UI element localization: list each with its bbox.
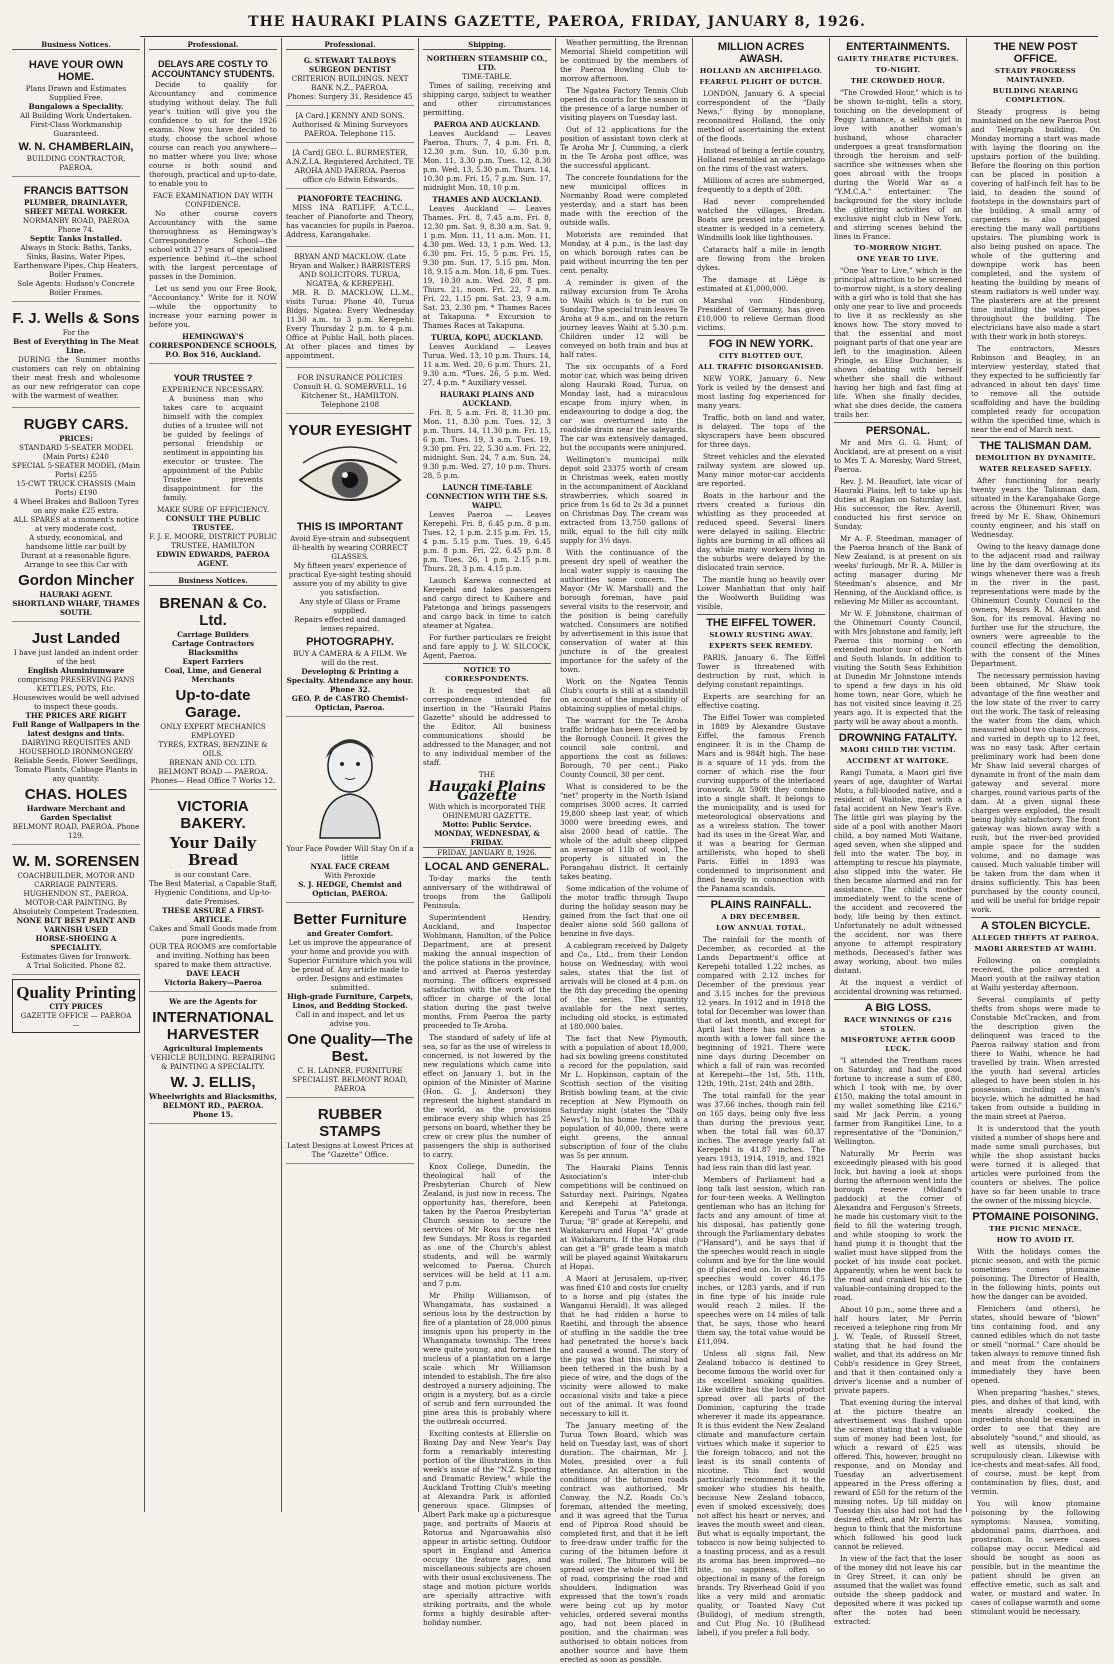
- article-paragraph: Had never comprehended watched the villages, Bredan. Boats are pressed into service. A steamer is wedged in a cemetery. Windmills look like lighthouses.: [697, 197, 825, 242]
- ad-text: A Trial Solicited. Phone 82.: [26, 961, 126, 970]
- column-7: [830, 38, 967, 1626]
- ad-text: CRITERION BUILDINGS. NEXT BANK N.Z., PAEROA.: [291, 74, 409, 92]
- article-paragraph: The Hauraki Plains Tennis Association's inter-club competitions will be continued on Saturday next. Pairings, Ngatea and Kerepehi at Patetonga, Kerepehi and Turua "A" grade at Turua; "B" grade at Kerepehi, and Waitakaruru and Hopai "A" grade at Waitakaruru. If the Hopai club can get a "B" grade team a match will be played against Waitakaruru at Hopai.: [560, 1163, 688, 1271]
- ad-heading: YOUR EYESIGHT: [288, 422, 412, 439]
- article-heading: PTOMAINE POISONING.: [971, 1208, 1100, 1223]
- article-subheading: SLOWLY RUSTING AWAY.: [709, 631, 813, 639]
- lady-portrait-icon: [300, 728, 400, 838]
- ad-text: No other course covers Accountancy with the same thoroughness as Hemingway's Correspondence School—the school with 27 years of specialised experience behind it—the school with the largest percentage of passes in the Dominion.: [149, 209, 277, 281]
- article-subheading: ALL TRAFFIC DISORGANISED.: [698, 363, 824, 371]
- route-heading: THAMES AND AUCKLAND.: [432, 195, 542, 204]
- ad-nyal-face-cream: [286, 720, 414, 903]
- article-subheading: RACE WINNINGS OF £216 STOLEN.: [844, 1016, 952, 1033]
- ad-text: MISS INA RATLIFF, A.T.C.L., teacher of Pianoforte and Theory, has vacancies for pupils in Paeroa. Address, Karangahake.: [286, 203, 414, 239]
- section-label: Professional.: [286, 40, 414, 50]
- ad-text: BUILDING CONTRACTOR, PAEROA.: [26, 154, 126, 172]
- ad-text: GAZETTE OFFICE — PAEROA —: [20, 1011, 132, 1029]
- ad-heading: THIS IS IMPORTANT: [296, 521, 404, 533]
- article-paragraph: When preparing "hashes," stews, pies, and dishes of that kind, with meats already cooked, the ingredients should be examined in order to see that they are absolutely "sound," and should, as well as utensils, should be scrupulously clean. Likewise with ice-chests and meat-safes. All food, of course, must be kept from contamination by flies, dust, and vermin.: [971, 1388, 1100, 1496]
- ad-text: C. H. LADNER, FURNITURE SPECIALIST. BELMONT ROAD, PAEROA: [292, 1066, 408, 1093]
- article-paragraph: You will know ptomaine poisoning by the following symptoms: Nausea, vomiting, abdominal pains, diarrhoea, and prostration. In severe cases collapse may occur. Medical aid should be sought as soon as possible, but in the meantime the patient should be given an effective emetic, such as salt and water, or mustard and water. In cases of collapse warmth and some stimulant would be necessary.: [971, 1499, 1100, 1616]
- article-subheading: MAORI ARRESTED AT WAIHI.: [974, 945, 1097, 953]
- ad-heading: RUGBY CARS.: [23, 416, 129, 433]
- ad-text: Always in Stock: Baths, Tanks, Sinks, Basins, Water Pipes, Earthenware Pipes, Chip Heaters, Boiler Frames.: [13, 243, 139, 279]
- ad-text: Blacksmiths: [188, 648, 238, 657]
- article-paragraph: Members of Parliament had a long talk last session, which ran for four-teen weeks. A Wellington gentleman who has an itching for facts and any amount of time at his disposal, has patiently gone through the Parliamentary debates ("Hansard"), and he says that if the speeches would reach in single column and bye for the line would go if placed end on. In column the speeches would cover 46,175 inches, or 1283 yards, and if run in fine type of his inside rule would reach 2 miles. If the speeches were on 14 miles of talk that, he says, those who heard them say, the total value would be £11,094.: [697, 1175, 825, 1346]
- route-heading: HAURAKI PLAINS AND AUCKLAND.: [439, 390, 535, 408]
- ad-text: Coal, Lime, and General Merchants: [164, 666, 262, 684]
- article-heading: NOTICE TO CORRESPONDENTS.: [423, 663, 551, 684]
- ad-text: CONSULT THE PUBLIC TRUSTEE.: [165, 514, 261, 532]
- ad-heading: W. M. SORENSEN: [12, 853, 140, 870]
- ad-text: S. J. HEDGE, Chemist and Optician, PAEROA.: [298, 880, 402, 898]
- article-paragraph: The warrant for the Te Aroha traffic bridge has been received by the Borough Council. It gives the council sole control, and apportions the cost as follows: Borough, 70 per cent.; Piako County Council, 30 per cent.: [560, 716, 688, 779]
- article-paragraph: Steady progress is being maintained on the new Paeroa Post and Telegraph building. On Monday morning a start was made with laying the flooring on the upstairs portion of the building. Before the flooring on this portion can be placed in position a covering of half-inch felt has to be laid, to deaden the sound of footsteps in the downstairs part of the building. A small army of carpenters is also engaged erecting the many wall partitions upstairs. The plumbing work is also being pushed on apace. The whole of the guttering and downpipe work has been completed, and the system of heating the building by means of steam radiators is well under way. The plasterers are at the present time installing the water pipes throughout the building. The electricians have also made a start with their work in both storeys.: [971, 107, 1100, 341]
- ad-heading: FRANCIS BATTSON: [23, 185, 129, 197]
- article-paragraph: Weather permitting, the Brennan Memorial Shield competition will be continued by the members of the Paeroa Bowling Club to-morrow afternoon.: [560, 38, 688, 83]
- ad-text: DAIRYING REQUISITES AND HOUSEHOLD IRONMONGERY: [18, 738, 134, 756]
- ad-text: NYAL FACE CREAM: [310, 862, 390, 871]
- route-heading: TURUA, KOPU, AUCKLAND.: [430, 333, 544, 342]
- article-paragraph: It is understood that the youth visited a number of shops here and made some small purchases, but while the shop assistant backs were turned it is alleged that articles were purloined from the counters or shelves. The police have so far been unable to trace the owner of the missing bicycle.: [971, 1124, 1100, 1205]
- ad-text: Call in and inspect, and let us advise you.: [295, 1010, 405, 1028]
- article-paragraph: The fact that New Plymouth, with a population of about 18,000, had six bowling greens constituted a record for the population, said Mr L. Hopkinson, captain of the Scottish section of the visiting British bowling team, at the civic reception at New Plymouth on Saturday night (states the "Daily News"). In his home town, with a population of 40,000, there were eight greens, the annual subscription of four of the clubs was 5s per annum.: [560, 1034, 688, 1160]
- ad-text: GEO. P. de CASTRO Chemist-Optician, Paeroa.: [291, 694, 409, 712]
- ad-victoria-bakery: [149, 793, 277, 992]
- article-heading: THE EIFFEL TOWER.: [697, 614, 825, 629]
- article-paragraph: What is considered to be the "net" property in the North Island comprises 3000 acres. It carried 19,800 sheep last year, of which 3000 were breeding ewes, and also 2000 head of cattle. The whole of the adult sheep clipped an average of 11lb of wool. The property is situated in the Porangahau district. It certainly takes beating.: [560, 782, 688, 881]
- article-paragraph: Superintendent Hendry, Auckland, and Inspector Wohlmann, Hamilton, of the Police Department, are at present making the annual inspection of the police stations in the province, and arrived at Paeroa yesterday morning. The officers expressed satisfaction with the work of the officer in charge of the local station during the past twelve months. From Paeroa the party proceeded to Te Aroha.: [423, 913, 551, 1030]
- masthead: THE HAURAKI PLAINS GAZETTE, PAEROA, FRIDAY, JANUARY 8, 1926.: [248, 14, 866, 30]
- article-paragraph: The concrete foundations for the new municipal offices in Normanby Road were completed yesterday, and a start has been made with the erection of the outside walls.: [560, 173, 688, 227]
- ad-heading: Better Furniture: [293, 911, 407, 928]
- article-paragraph: Knox College, Dunedin, the theological hall of the Presbyterian Church of New Zealand, is just now in recess. The opportunity has, therefore, been taken by the Paeroa Presbyterian Church session to secure the services of Mr Ross for the next few Sundays. Mr Ross is regarded as one of the Church's ablest students, and will be warmly welcomed to Paeroa. Church services will be held at 11 a.m. and 7 p.m.: [423, 1162, 551, 1288]
- ad-text: Arrange to see this Car with: [24, 560, 128, 569]
- ad-text: FOR INSURANCE POLICIES Consult H. G. SOMERVELL. 16 Kitchener St., HAMILTON. Telephone 2108: [293, 373, 407, 409]
- article-subheading: MISFORTUNE AFTER GOOD LUCK.: [840, 1036, 956, 1053]
- ad-text: BELMONT ROAD, PAEROA. Phone 129.: [12, 822, 140, 840]
- column-8: [967, 38, 1104, 1616]
- paper-days: MONDAY, WEDNESDAY, & FRIDAY.: [434, 829, 540, 847]
- article-paragraph: Millions of acres are submerged, frequently to a depth of 20ft.: [697, 176, 825, 194]
- article-paragraph: Rangi Tumata, a Maori girl five years of age, daughter of Wartai Motu, a full-blooded native, and a resident of Waitoke, met with a fatal accident on New Year's Eve. The little girl was playing by the side of a pool with another Maori child, a boy named Moti Waitane, aged seven, when she slipped and fell into the water. The boy, in attempting to rescue his playmate, also slipped into the water. He then became alarmed and ran for assistance. The child's mother immediately went to the scene of the accident and recovered the body, life being by then extinct. Unfortunately no adult witnessed the accident, nor was there anyone to attempt respiratory methods. Deceased's father was away working, about two miles distant.: [834, 768, 962, 975]
- article-paragraph: To-day marks the tenth anniversary of the withdrawal of troops from the Gallipoli Peninsula.: [423, 874, 551, 910]
- article-heading: A STOLEN BICYCLE.: [971, 917, 1100, 932]
- column-2: [145, 38, 282, 1512]
- timetable-block: Fri. 8, 5 a.m. Fri. 8, 11.30 pm. Mon. 11, 8.30 p.m. Tues. 12, 3 p.m. Thurs. 14, 11.30 p.m. Fri. 15, 6 p.m. Tues. 19, 3 a.m. Tues. 19, 9.30 pm. Fri. 22, 5.30 a.m. Fri. 22, midnight. Sun. 24, 7 a.m. Sun. 24, 9.30 p.m. Wed. 27, 10 p.m. Thurs. 28, 5 p.m.: [423, 408, 551, 480]
- ad-brenan: [149, 590, 277, 790]
- ad-text: Septic Tanks Installed.: [30, 234, 122, 243]
- ad-heading: Up-to-date Garage.: [175, 687, 251, 721]
- ad-heading: Just Landed: [31, 630, 121, 647]
- column-4: [419, 38, 556, 1627]
- ad-eyesight: [286, 417, 414, 717]
- ad-text: Developing & Printing a Specialty. Attendance any hour. Phone 32.: [286, 667, 414, 694]
- article-subheading: ACCIDENT AT WAITOKE.: [846, 757, 950, 765]
- ad-text: Full Range of Wallpapers in the latest designs and tints.: [12, 720, 140, 738]
- ad-heading: W. N. CHAMBERLAIN,: [18, 141, 134, 153]
- ad-battson: [12, 180, 140, 302]
- article-paragraph: Out of 12 applications for the position of assistant town clerk at Te Aroha Mr J. Cumming, a clerk in the Te Aroha post office, was the successful applicant.: [560, 125, 688, 170]
- ad-text: CITY PRICES: [49, 1002, 103, 1011]
- article-heading: THE NEW POST OFFICE.: [993, 41, 1078, 65]
- ad-sorensen: [12, 848, 140, 975]
- ad-rugby-cars: [12, 411, 140, 622]
- article-paragraph: Several complaints of petty thefts from shops were made to Constable McCracken, and from the description given the delinquent was traced to the Paeroa railway station and from there to Waihi, whence he had travelled by train. When arrested the youth had several articles alleged to have been stolen in his possession, including a man's bicycle, which he admitted he had taken from outside a building in the main street at Paeroa.: [971, 995, 1100, 1121]
- article-subheading: THE PICNIC MENACE.: [989, 1225, 1082, 1233]
- article-paragraph: Following on complaints received, the police arrested a Maori youth at the railway station at Waihi yesterday afternoon.: [971, 956, 1100, 992]
- ad-pianoforte: [286, 192, 414, 247]
- ad-text: TYRES, EXTRAS, BENZINE & OILS.: [158, 740, 268, 758]
- article-subheading: DEMOLITION BY DYNAMITE.: [975, 454, 1096, 462]
- ad-text: All Building Work Undertaken.: [20, 111, 132, 120]
- ad-text: MR. R. D. MACKLOW, LL.M., visits Turua: Phone 40, Turua Bldgs. Ngatea: Every Wednesday 11.30 a.m. to 3 p.m. Kerepehi: Every Thursday 2 p.m. to 4 p.m. Office at Public Hall, both places. At other places and times by appointment.: [286, 288, 414, 360]
- article-paragraph: A cablegram received by Dalgety and Co., Ltd., from their London house on Wednesday, with wool sales, states that the list of arrivals will be closed at 4 p.m. on the 8th day preceding the opening of the series. The quantity available for the next series, including old stocks, is estimated at 180,000 bales.: [560, 941, 688, 1031]
- ad-ladner: [286, 906, 414, 1098]
- article-paragraph: That evening during the interval at the picture theatre an advertisement was flashed upon the screen stating that a valuable sum of money had been lost, for which a reward of £25 was offered. This, however, brought no response, and on Monday and Tuesday an advertisement appeared in the Press offering a reward of £50 for the return of the missing notes. Up till midday on Tuesday this also had not had the desired effect, and Mr Perrin has begun to think that the misfortune which followed his good luck cannot be relieved.: [834, 1398, 962, 1551]
- article-subheading: EXPERTS SEEK REMEDY.: [709, 642, 813, 650]
- article-subheading: LOW ANNUAL TOTAL.: [716, 924, 806, 932]
- ad-text: [A Card] GEO. L. BURMESTER, A.N.Z.I.A. Registered Architect. TE AROHA AND PAEROA. Paeroa office c/o Edwin Edwards.: [286, 148, 414, 184]
- column-3: [282, 38, 419, 1512]
- ad-rubber-stamps: [286, 1101, 414, 1164]
- article-paragraph: Marshal von Hindenburg, President of Germany, has given £10,000 to relieve German flood victims.: [697, 296, 825, 332]
- article-paragraph: Street vehicles and the elevated railway system are slowed up. Many minor motor-car accidents are reported.: [697, 452, 825, 488]
- article-paragraph: The contractors, Messrs Robinson and Beagley, in an interview yesterday, stated that they expected to be sufficiently far advanced in about ten days' time to remove all the outside scaffolding and have the building completed ready for occupation within the specified time, which is near the end of March next.: [971, 344, 1100, 434]
- ad-heading: DELAYS ARE COSTLY TO ACCOUNTANCY STUDENTS.: [151, 59, 275, 79]
- article-subheading: WATER RELEASED SAFELY.: [979, 465, 1092, 473]
- ad-text: Hardware Merchant and Garden Specialist: [26, 804, 126, 822]
- article-paragraph: In view of the fact that the loser of the money did not leave his car in Grey Street, it can only be assumed that the wallet was found outside the sheep paddock and deposited where it was picked up after the notes had been extracted.: [834, 1554, 962, 1626]
- ad-text: MOTOR-CAR PAINTING. By Absolutely Competent Tradesmen.: [12, 898, 139, 916]
- article-subheading: THE CROWDED HOUR.: [850, 77, 946, 85]
- article-paragraph: The Ngatea Factory Tennis Club opened its courts for the season in the presence of a large number of visiting players on Tuesday last.: [560, 86, 688, 122]
- article-paragraph: Launch Karewa connected at Kerepehi and takes passengers and cargo direct to Kaihere and Patetonga and brings passengers and cargo back in time to catch steamer at Ngatea.: [423, 576, 551, 630]
- article-paragraph: NEW YORK, January 6. New York is veiled by the densest and most lasting fog experienced for many years.: [697, 374, 825, 410]
- ad-text: BRENAN AND CO. LTD. BELMONT ROAD — PAEROA.: [158, 758, 268, 776]
- ad-kenny: [286, 109, 414, 143]
- ad-text: BELMONT RD., PAEROA. Phone 15.: [162, 1101, 264, 1119]
- article-paragraph: Cataracts half a mile in length are flowing from the broken dykes.: [697, 245, 825, 272]
- article-paragraph: LONDON, January 6. A special correspondent of the "Daily News," flying by monoplane, reconnoitred Holland, the only method of ascertaining the extent of the floods.: [697, 89, 825, 143]
- ad-text: SPECIAL 5-SEATER MODEL (Main Ports) £255: [12, 461, 140, 479]
- article-subheading: ALLEGED THEFTS AT PAEROA.: [971, 934, 1100, 942]
- ad-text: PLUMBER, DRAINLAYER, SHEET METAL WORKER.: [24, 198, 128, 216]
- article-paragraph: For further particulars re freight and fare apply to J. W. SILCOCK, Agent, Paeroa.: [423, 633, 551, 660]
- article-paragraph: Flenichers (and others), he states, should beware of "blown" tins containing food, and any canned edibles which do not taste or smell "normal." Care should be taken always to remove tinned fish and meat from the containers immediately they have been opened.: [971, 1304, 1100, 1385]
- section-label: Professional.: [149, 40, 277, 50]
- article-paragraph: Exciting contests at Ellerslie on Boxing Day and New Year's Day form a remarkably interesting portion of the illustrations in this week's issue of the "N.Z. Sporting and Dramatic Review," while the Auckland Trotting Club's meeting at Alexandra Park is afforded generous space. Glimpses of Albert Park make up a picturesque page, and portraits of Maoris at Rotorua and Ngaruawahia also appear in artistic setting. Outdoor sport in England and America occupy the feature pages, and miscellaneous subjects are chosen with their usual exclusiveness. The stage and motion picture worlds are specially attractive with striking portraits, and the whole forms a highly desirable after-holiday number.: [423, 1429, 551, 1627]
- ad-holes: [12, 625, 140, 845]
- article-paragraph: After functioning for nearly twenty years the Talisman dam, situated in the Karangahake Gorge across the Ohinemuri River, was freed by Mr E. Shaw, Ohinemuri county engineer, and his staff on Wednesday.: [971, 476, 1100, 539]
- ad-text: Estimates Given for Ironwork.: [20, 952, 132, 961]
- ad-text: I have just landed an indent order of the best: [13, 648, 139, 666]
- ad-text: EDWIN EDWARDS, PAEROA AGENT.: [156, 550, 270, 568]
- article-subheading: ONE YEAR TO LIVE.: [856, 255, 940, 263]
- ad-text: HORSE-SHOEING A SPECIALITY.: [35, 934, 117, 952]
- ad-text: Bungalows a Speciality.: [28, 102, 124, 111]
- ad-text: For the: [62, 328, 90, 337]
- article-paragraph: Times of sailing, receiving and shipping cargo, subject to weather and other circumstances permitting.: [423, 81, 551, 117]
- article-paragraph: Rev. J. M. Beaufort, late vicar of Hauraki Plains, left to take up his duties at Raglan on Saturday last. His successor, the Rev. Averill, conducted his first service on Sunday.: [834, 477, 962, 531]
- ad-text: With Peroxide: [324, 871, 376, 880]
- ad-public-trustee: [149, 367, 277, 573]
- ad-text: Plans Drawn and Estimates Supplied Free.: [25, 84, 127, 102]
- timetable-block: Leaves Auckland — Leaves Paeroa. Thurs. 7, 4 p.m. Fri. 8, 12.30 p.m. Sun. 10, 6.30 p.m. Mon. 11, 3.30 p.m. Tues. 12, 8.30 p.m. Wed. 13, 5.30 p.m. Thurs. 14, 10.30 p.m. Fri. 15, 7 p.m. Sun. 17, midnight Mon. 18, 10 p.m.: [423, 129, 551, 192]
- ad-heading: INTERNATIONAL HARVESTER: [152, 1009, 274, 1043]
- article-paragraph: Mr W. F. Johnstone, chairman of the Ohinemuri County Council, with Mrs Johnstone and family, left Paeroa this morning on an extended motor tour of the North and South Islands. In addition to visiting the South Seas Exhibition at Dunedin Mr Johnstone intends to spend a few days in his old home town, near Gore, which he has not visited since leaving it 25 years ago. It is expected that the party will be away about a month.: [834, 609, 962, 726]
- route-heading: PAEROA AND AUCKLAND.: [433, 120, 541, 129]
- ad-text: Your Face Powder Will Stay On if a little: [286, 844, 414, 862]
- ad-heading: YOUR TRUSTEE ?: [173, 373, 253, 383]
- article-paragraph: PARIS, January 6. The Eiffel Tower is threatened with destruction by rust, which is defying constant repaintings.: [697, 653, 825, 689]
- ad-text: comprising PRESERVING PANS KETTLES, POTS, Etc.: [17, 675, 135, 693]
- ad-text: Cakes and Small Goods made from pure ingredients.: [149, 924, 277, 942]
- article-paragraph: Naturally Mr Perrin was exceedingly pleased with his good luck, but having a look at shops during the afternoon went into the borough reserve (Midland's paddock) at the corner of Alexandra and Ferguson's Streets, he made his customary visit to the field to fill the watering trough, and while stooping to work the hand pump it is thought that the wallet must have slipped from the pocket of his inside coat pocket. Apparently, when he went back to the road and cranked his car, the valuable-containing dropped to the road.: [834, 1149, 963, 1302]
- ad-text: HEMINGWAY'S CORRESPONDENCE SCHOOLS, P.O. Box 516, Auckland.: [149, 332, 277, 359]
- article-paragraph: Experts are searching for an effective coating.: [697, 692, 825, 710]
- section-label: Shipping.: [423, 40, 551, 50]
- timetable-block: Leaves Auckland — Leaves Turua. Wed. 13, 10 p.m. Thurs. 14, 11 a.m. Wed. 20, 6 p.m. Thurs. 21, 9.30 a.m. *Tues. 26, 5 p.m. Wed. 27, 4 p.m. * Auxiliary vessel.: [423, 342, 551, 387]
- timetable-block: Leaves Paeroa — Leaves Kerepehi. Fri. 8, 6.45 p.m. 8 p.m. Tues. 12, 1 p.m. 2.15 p.m. Fri. 15, 4 p.m. 5.15 p.m. Tues. 19, 6.45 p.m. 8 p.m. Fri. 22, 6.45 p.m. 8 p.m. Tues. 26, 1 p.m. 2.15 p.m. Thurs. 28, 3 p.m. 4.15 p.m.: [423, 510, 551, 573]
- ad-text: HAURAKI AGENT. SHORTLAND WHARF, THAMES SOUTH.: [12, 590, 140, 617]
- article-paragraph: It is requested that all correspondence intended for insertion in the "Hauraki Plains Gazette" should be addressed to the Editor. All business communications should be addressed to the Manager, and not to any individual member of the staff.: [423, 686, 551, 767]
- article-subheading: A DRY DECEMBER.: [721, 913, 801, 921]
- ad-text: NORMANBY ROAD, PAEROA Phone 74.: [22, 216, 130, 234]
- masthead-rule: [140, 36, 1098, 37]
- article-paragraph: The damage at Liège is estimated at £1,000,000.: [697, 275, 825, 293]
- article-paragraph: Traffic, both on land and water, is delayed. The tops of the skyscrapers have been obscured for three days.: [697, 413, 825, 449]
- ad-heading: F. J. Wells & Sons: [12, 310, 140, 327]
- article-paragraph: With the holidays comes the picnic season, and with the picnic sometimes comes ptomaine poisoning. The Director of Health, in the following hints, points out how the danger can be avoided.: [971, 1247, 1100, 1301]
- ad-text: A business man who takes care to acquaint himself with the complex duties of a trustee will not be guided by feelings of personal friendship or sentiment in appointing his executor or trustee. The appointment of the Public Trustee prevents disappointment for the family.: [163, 394, 263, 502]
- article-paragraph: The January meeting of the Turua Town Board, which was held on Tuesday last, was of short duration. The chairman, Mr J. Moles, presided over a full attendance. An alteration in the conditions of the bitumen roads contract was authorised. Mr Conway, the N.Z. Roads Co.'s foreman, attended the meeting, and it was agreed that the Turua end of Pipiroa Road should be completed first, and that it be left to free-draw under traffic for the curing of the bitumen before it was rolled. The bitumen will be spread over the whole of the 18ft of road, comprising the road and shoulders. Indignation was expressed that the town's roads were being cut up by motor vehicles, ordered several months ago, had not been placed in position, and the chairman was authorised to obtain notices from another source and have them erected as soon as possible.: [560, 1421, 688, 1664]
- article-paragraph: A reminder is given of the railway excursion from Te Aroha to Waihi which is to be run on Sunday. The special train leaves Te Aroha at 9 a.m., and on the return journey leaves Waihi at 5.30 p.m. Children under 12 will be conveyed on both train and bus at half rates.: [560, 278, 688, 359]
- ad-text: Expert Farriers: [182, 657, 244, 666]
- ad-text: Let us improve the appearance of your home and provide you with Superior Furniture which you will be proud of. Any article made to order. Designs and estimates submitted.: [287, 938, 413, 992]
- ad-text: Phones— Head Office 7 Works 12.: [150, 776, 276, 785]
- ad-text: Latest Designs at Lowest Prices at The "Gazette" Office.: [286, 1141, 414, 1159]
- ad-heading: One Quality—The Best.: [287, 1031, 413, 1065]
- column-6: [693, 38, 830, 1637]
- article-heading: FOG IN NEW YORK.: [697, 335, 825, 350]
- ad-quality-printing: [12, 979, 140, 1033]
- ad-heading: W. J. ELLIS,: [170, 1074, 256, 1091]
- ad-text: Any style of Glass or Frame supplied.: [299, 597, 401, 615]
- section-label: Business Notices.: [149, 576, 277, 586]
- ad-text: Sole Agents: Hudson's Concrete Boiler Frames.: [17, 279, 135, 297]
- ad-text: FACE EXAMINATION DAY WITH CONFIDENCE.: [152, 191, 274, 209]
- ad-heading: CHAS. HOLES: [24, 786, 128, 803]
- ad-text: A sturdy, economical, and handsome little car built by Durant at a reasonable figure.: [20, 533, 132, 560]
- article-subheading: HOLLAND AN ARCHIPELAGO.: [699, 67, 823, 75]
- article-paragraph: About 10 p.m., some three and a half hours later, Mr Perrin received a telephone ring from Mr J. W. Teale, of Russell Street, stating that he had found the wallet, and that its address on Mr Cobb's residence in Grey Street, and that it then contained only a driver's license and a number of private papers.: [834, 1305, 962, 1395]
- article-paragraph: The standard of safety of life at sea, so far as the use of wireless is concerned, is not lowered by the new regulations which came into effect on January 1, but in the opinion of the Minister of Marine (Hon. G. J. Anderson) they represent the highest standard in the world, as the provisions embrace every ship which has 25 persons on board, whether they be crew or crew plus the number of passengers the ship is authorised to carry.: [423, 1033, 551, 1159]
- article-paragraph: At the inquest a verdict of accidental drowning was returned.: [834, 978, 962, 996]
- ad-text: First-Class Workmanship Guaranteed.: [30, 120, 122, 138]
- ad-text: BRYAN AND MACKLOW. (Late Bryan and Walker.) BARRISTERS AND SOLICITORS. TURUA, NGATEA, & KEREPEHI.: [289, 252, 411, 288]
- article-paragraph: A Maori at Jerusalem, up-river, was fined £10 and costs for cruelty to a horse and pig (states the Wanganui Herald). It was alleged that he had ridden a horse to Raetihi, and through the absence of stuffing in the saddle the tree had penetrated the horse's back and caused a wound. The story of the pig was that this animal had been tethered in the bush by a piece of wire, and the dogs of the vicinity were allowed to make occasional visits and take a piece out of the animal. It was found necessary to kill it.: [560, 1274, 688, 1418]
- ad-text: DURING the Summer months customers can rely on obtaining their meat fresh and wholesome as our new refrigerator can cope with the warmest of weather.: [12, 355, 140, 400]
- ad-hemingway: [149, 54, 277, 364]
- ad-text: F. J. E. MOORE, DISTRICT PUBLIC TRUSTEE, HAMILTON: [149, 532, 277, 550]
- article-paragraph: Owing to the heavy damage done to the adjacent road and railway line by the dam overflowing at its wings whenever there was a fresh in the river in the past, representations were made by the Ohinemuri County Council to the owners, Messrs R. M. Aitken and Son, for its removal. Having no further use for the structure, the owners were agreeable to the council effecting the demolition, with the consent of the Mines Department.: [971, 542, 1100, 668]
- ad-heading: RUBBER STAMPS: [317, 1106, 383, 1140]
- article-heading: ENTERTAINMENTS.: [846, 41, 950, 53]
- article-paragraph: Instead of being a fertile country, Holland resembled an archipelago on the rims of the vast waters.: [697, 146, 825, 173]
- ad-heading: Gordon Mincher: [18, 572, 134, 589]
- ad-text: Repairs effected and damaged lenses repaired.: [294, 615, 406, 633]
- article-paragraph: "One Year to Live," which is the principal attraction to be screened to-morrow night, is a story dealing with a girl who is told that she has only one year to live and proceeds to live it as recklessly as she knows how. The story moved to that the essential and most poignant parts of that one year are left to the imagination. Aileen Pringle, as Elise Duchanier, is shown debating with herself whether she shall die without having her high and fast fling at life. When she finally decides, what she does decide, the camera trails her.: [834, 266, 962, 419]
- article-paragraph: The mantle hung so heavily over Lower Manhattan that only half the Woolworth Building was visible.: [697, 575, 825, 611]
- ad-text: ONLY EXPERT MECHANICS EMPLOYED: [160, 722, 266, 740]
- ad-text: DAVE LEACH: [186, 969, 240, 978]
- ad-heading: PHOTOGRAPHY.: [306, 636, 394, 648]
- ad-talboys: [286, 54, 414, 106]
- article-heading: PLAINS RAINFALL.: [697, 896, 825, 911]
- ad-text: COACHBUILDER, MOTOR AND CARRIAGE PAINTERS. HUGHENDON ST., PAEROA.: [17, 871, 135, 898]
- ad-text: STANDARD 5-SEATER MODEL (Main Ports) £240: [19, 443, 133, 461]
- article-paragraph: The rainfall for the month of December, as recorded at the Lands Department's office at Kerepehi totalled 1.22 inches, as compared with 2.12 inches for December of the previous year and 3.15 inches for the previous 12 years. In 1912 and in 1918 the total for December was lower than that of last month, and except for April last there has not been a month with a lower fall since the beginning of 1921. There were nine days during December on which a fall of rain was recorded at Kerepehi—the 1st, 5th, 11th, 12th, 19th, 21st, 24th and 28th.: [697, 935, 825, 1088]
- ad-text: G. STEWART TALBOYS SURGEON DENTIST: [303, 56, 397, 74]
- ad-text: Housewives would be well advised to inspect these goods.: [12, 693, 140, 711]
- paper-nameplate: Hauraki Plains Gazette: [428, 779, 546, 804]
- ad-text: The Best Material, a Capable Staff, Hygienic Conditions, and Up-to-date Premises.: [149, 879, 277, 906]
- article-paragraph: Mr and Mrs G. G. Hunt, of Auckland, are at present on a visit to Mrs T. A. Moresby, Ward Street, Paeroa.: [834, 438, 962, 474]
- article-heading: DROWNING FATALITY.: [834, 729, 962, 744]
- article-paragraph: "I attended the Trentham races on Saturday, and had the good fortune to increase a sum of £80, which I took with me, by over £150, making the total amount in my wallet something like £216," said Mr Jack Perrin, a young farmer from Rangitikei Line, to a representative of the "Dominion," Wellington.: [834, 1056, 962, 1146]
- article-paragraph: The total rainfall for the year was 37.66 inches, though rain fell on 165 days, being only five less than during the previous year, when the total fall was 60.37 inches. The average yearly fall at Kerepehi is 41.87 inches. The years 1913, 1914, 1919, and 1921 had less rain than did last year.: [697, 1091, 825, 1172]
- ad-heading: Quality Printing: [16, 983, 136, 1002]
- article-paragraph: Some indication of the volume of the motor traffic through Taupo during the holiday season may be gained from the fact that one oil dealer alone sold 560 gallons of benzine in five days.: [560, 884, 688, 938]
- ad-heading: BRENAN & Co. Ltd.: [159, 595, 267, 629]
- ad-text: MAKE SURE OF EFFICIENCY.: [156, 505, 270, 514]
- ad-text: We are the Agents for: [169, 997, 257, 1006]
- ad-heading: Your Daily Bread: [169, 834, 257, 869]
- ad-text: Decide to qualify for Accountancy and commence studying without delay. The full year's tuition will give you the confidence to sit for the 1926 exams. Now you have decided to study, choose the school whose course can reach you anywhere—no matter where you live; whose course is both sound and thorough, practical and up-to-date, to enable you to: [149, 80, 277, 188]
- ad-text: THE PRICES ARE RIGHT: [25, 711, 127, 720]
- ad-text: ALL SPARES at a moment's notice at very moderate cost.: [13, 515, 139, 533]
- ad-insurance: [286, 371, 414, 414]
- ad-text: Best of Everything in The Meat Line.: [13, 337, 139, 355]
- paper-the: THE: [478, 770, 496, 779]
- article-paragraph: Mr Philip Williamson, of Whangamata, has sustained a serious loss by the destruction by fire of a plantation of 28,000 pinus insignis upon his property in the Whangamata township. The trees were quite young, and formed the nucleus of a plantation on a large scale which Mr Williamson intended to establish. The fire also destroyed a nursery adjoining. The origin is a mystery, but as a circle of scrub and fern surrounded the pine area this is probably where the outbreak occurred.: [423, 1291, 551, 1426]
- ad-text: Cartage Contractors: [171, 639, 255, 648]
- article-paragraph: Wellington's municipal milk depot sold 23375 worth of cream in Christmas week, eaten mostly in the accompaniment of Auckland strawberries, which soared in price from 1s 6d to 2s 3d a punnet on Christmas Day. The cream was extracted from 13,750 gallons of milk, equal to the full city milk supply for 3½ days.: [560, 455, 688, 545]
- ad-text: and Greater Comfort.: [306, 929, 394, 938]
- article-paragraph: Unless all signs fail, New Zealand tobacco is destined to become famous the world over for its excellent smoking qualities. Like wildfire has the local product spread over all parts of the Dominion, capturing the trade wherever it made its appearance. It is thus evident the New Zealand climate and manufacture certain virtues which make it superior to the foreign tobacco, and not the least is its small contents of nicotine. This fact would particularly recommend it to the smoker who studies his health, because New Zealand tobacco, even if smoked excessively, does not affect his heart or nerves, and leaves the mouth sweet and clean. But what is equally important, the tobacco is now being subjected to a toasting process, and as a result its aroma has been improved—no bite, no sappiness, often so objectional in many of the foreign brands. Try Riverhead Gold if you like a very mild and aromatic quality, or Toasted Navy Cut (Bulldog), of medium strength, and Cut Plug No. 10 (Bullhead label), if you prefer a full body.: [697, 1349, 825, 1637]
- article-heading: LOCAL AND GENERAL.: [424, 861, 550, 873]
- ad-text: is our constant Care.: [174, 870, 252, 879]
- ad-text: 15-CWT TRUCK CHASSIS (Main Ports) £190: [16, 479, 136, 497]
- ad-text: 4 Wheel Brakes and Balloon Tyres on any make £25 extra.: [13, 497, 139, 515]
- article-subheading: TO-NIGHT.: [875, 66, 921, 74]
- ad-text: THESE ASSURE A FIRST-ARTICLE.: [162, 906, 264, 924]
- article-paragraph: Mr A. F. Steedman, manager of the Paeroa branch of the Bank of New Zealand, is at present on six weeks' furlough. Mr R. A. Miller is acting manager during Mr Steedman's absence, and Mr Henning, of the Auckland office, is relieving Mr Miller as accountant.: [834, 534, 962, 606]
- ad-heading: HAVE YOUR OWN HOME.: [28, 59, 124, 83]
- timetable-title: TIME-TABLE.: [462, 72, 512, 81]
- ad-text: Avoid Eye-strain and subsequent ill-health by wearing CORRECT GLASSES.: [290, 534, 410, 561]
- article-heading: MILLION ACRES AWASH.: [717, 41, 805, 65]
- ad-text: PRICES:: [59, 434, 93, 443]
- ad-text: [A Card.] KENNY AND SONS. Authorised & Mining Surveyors PAEROA. Telephone 115.: [292, 111, 408, 138]
- article-subheading: BUILDING NEARING COMPLETION.: [992, 87, 1079, 104]
- column-1: [8, 38, 145, 1512]
- article-subheading: GAIETY THEATRE PICTURES.: [837, 55, 959, 63]
- ad-wells: [12, 305, 140, 408]
- ad-text: Phones: Surgery 31, Residence 45: [287, 92, 413, 101]
- ad-text: Victoria Bakery—Paeroa: [164, 978, 262, 987]
- ad-chamberlain: [12, 54, 140, 177]
- eye-illustration-icon: [295, 445, 405, 515]
- ad-burmester: [286, 146, 414, 189]
- article-subheading: MAORI CHILD THE VICTIM.: [840, 746, 956, 754]
- route-heading: LAUNCH TIME-TABLE CONNECTION WITH THE S.S. WAIPU.: [426, 483, 548, 510]
- article-subheading: HOW TO AVOID IT.: [996, 1236, 1075, 1244]
- shipping-company: NORTHERN STEAMSHIP CO., LTD.: [426, 54, 548, 72]
- article-paragraph: The six occupants of a Ford motor car, which was being driven along Hauraki Road, Turua, on Monday last, had a miraculous escape from injury when, in endeavouring to dodge a dog, the car was overturned into the roadside drain near the saleyards. The car was extensively damaged, but the occupants were uninjured.: [560, 362, 688, 452]
- article-heading: A BIG LOSS.: [834, 999, 962, 1014]
- article-paragraph: The Eiffel Tower was completed in 1889 by Alexandre Gustave Eiffel, the famous French engineer. It is in the Champ de Mars and is 984ft high. The base is a square of 11 yds. from the corner of which rise the four curving supports of the interlaced ironwork. At 590ft they combine into a single shaft. It belongs to the municipality, and is used for meteorological observations and as a wireless station. The tower had its uses in the Great War, and it was a bearing for German artillerists, who hoped to shell Paris. Eiffel in 1893 was condemned to imprisonment and fined heavily in connection with the Panama scandals.: [697, 713, 825, 893]
- ad-text: My fifteen years' experience of practical Eye-sight testing should assure you of my ability to give you satisfaction.: [288, 561, 412, 597]
- article-paragraph: "The Crowded Hour," which is to be shown to-night, tells a story, touching on the development of Peggy Lamance, a selfish girl in love with another woman's husband, whose character undergoes a great transformation through the heroism and self-sacrifice she witnesses when she goes abroad with the troops during the World War as a "Y.M.C.A." entertainer. The background for the story include the glittering activities of an exclusive night club in New York, and stirring scenes behind the lines in France.: [834, 88, 962, 241]
- article-subheading: TO-MORROW NIGHT.: [854, 244, 942, 252]
- paper-subtitle: With which is incorporated THE OHINEMURI GAZETTE.: [428, 802, 546, 820]
- ad-text: English Aluminiumware: [27, 666, 125, 675]
- paper-motto: Motto: Public Service.: [442, 820, 532, 829]
- ad-text: BUY A CAMERA & A FILM. We will do the rest.: [293, 649, 407, 667]
- ad-text: High-grade Furniture, Carpets, Linos, and Bedding Stocked.: [287, 992, 413, 1010]
- ad-text: EXPERIENCE NECESSARY.: [162, 385, 264, 394]
- ad-text: Carriage Builders: [177, 630, 249, 639]
- ad-text: NONE BUT BEST PAINT AND VARNISH USED: [16, 916, 136, 934]
- ad-text: Reliable Seeds, Flower Seedlings, Tomato Plants, Cabbage Plants in any quantity.: [14, 756, 138, 783]
- article-subheading: CITY BLOTTED OUT.: [718, 352, 804, 360]
- ad-ellis: [149, 995, 277, 1124]
- ad-text: Agricultural Implements: [163, 1044, 263, 1053]
- ad-text: Let us send you our Free Book, "Accountancy." Write for it NOW —while the opportunity to increase your earning power is before you.: [149, 284, 277, 329]
- ad-heading: PIANOFORTE TEACHING.: [297, 194, 403, 203]
- article-paragraph: The necessary permission having been obtained, Mr Shaw took advantage of the fine weather and the low state of the river to carry out the work. The task of releasing the water from the dam, which measured about two chains across, and varied in depth up to 12 feet, was no easy task. After certain preliminary work had been done Mr Shaw laid several charges of dynamite in front of the main dam gateway and several more charges, round various parts of the dam. At a given signal these charges were exploded, the result being highly satisfactory. The front gateway was blown away with a rush, but the river-bed provided ample space for the sudden volume, and no damage was caused. Much valuable timber will be taken from the dam when it drains sufficiently. This has been purchased by the county council, and will be useful for bridge repair work.: [971, 671, 1100, 914]
- article-subheading: FEARFUL PLIGHT OF DUTCH.: [699, 78, 823, 86]
- section-label: Business Notices.: [12, 40, 140, 50]
- article-heading: THE TALISMAN DAM.: [971, 437, 1100, 452]
- columns: [8, 38, 1106, 1664]
- paper-date: FRIDAY, JANUARY 8, 1926.: [423, 847, 551, 858]
- timetable-block: Leaves Auckland — Leaves Thames. Fri. 8, 7.45 a.m. Fri. 8, 12.30 pm. Sat. 9, 8.30 a.m. Sat. 9, 1 p.m. Mon. 11, 11 a.m. Mon. 11, 4.30 pm. Wed. 13, 1 p.m. Wed. 13, 6.30 pm. Fri. 15, 5 p.m. Fri. 15, 9.30 pm. Sun. 17, 5.15 pm. Mon. 18, 9.15 a.m. Mon. 18, 6 pm. Tues. 19, 10.30 a.m. Wed. 20, 8 pm. Thurs. 21, noon. Fri. 22, 7 a.m. Fri. 22, 1.15 pm. Sat. 23, 9 a.m. Sat. 23, 2.30 pm. * Thames Races at Takapuna. * Excursion to Thames Races at Takapuna.: [423, 204, 551, 330]
- column-5: [556, 38, 693, 1664]
- article-paragraph: Motorists are reminded that Monday, at 4 p.m., is the last day on which borough rates can be paid without incurring the ten per cent. penalty.: [560, 230, 688, 275]
- article-paragraph: With the continuance of the present dry spell of weather the local water supply is causing the authorities some concern. The Mayor (Mr W. Marshall) and the borough foreman, have paid several visits to the reservoir, and the position is being carefully watched. Consumers are notified by advertisement in this issue that conservation of water at this juncture is of the greatest importance for the safety of the town.: [560, 548, 688, 674]
- ad-text: VEHICLE BUILDING. REPAIRING & PAINTING A SPECIALITY.: [150, 1053, 276, 1071]
- ad-text: Wheelwrights and Blacksmiths,: [149, 1092, 277, 1101]
- ad-heading: VICTORIA BAKERY.: [177, 798, 249, 832]
- article-paragraph: Boats in the harbour and the rivers created a furious din whistling as they proceeded at reduced speed. Several liners were delayed in sailing. Electric lights are burning in all offices all day, while many workers living in the suburbs were delayed by the dislocated train service.: [697, 491, 825, 572]
- ad-bryan-macklow: [286, 250, 414, 368]
- article-paragraph: Work on the Ngatea Tennis Club's courts is still at a standstill on account of the impossibility of obtaining supplies of metal chips.: [560, 677, 688, 713]
- ad-text: OUR TEA ROOMS are comfortable and inviting. Nothing has been spared to make them attractive.: [149, 942, 277, 969]
- article-subheading: STEADY PROGRESS MAINTAINED.: [994, 67, 1076, 84]
- article-heading: PERSONAL.: [834, 422, 962, 437]
